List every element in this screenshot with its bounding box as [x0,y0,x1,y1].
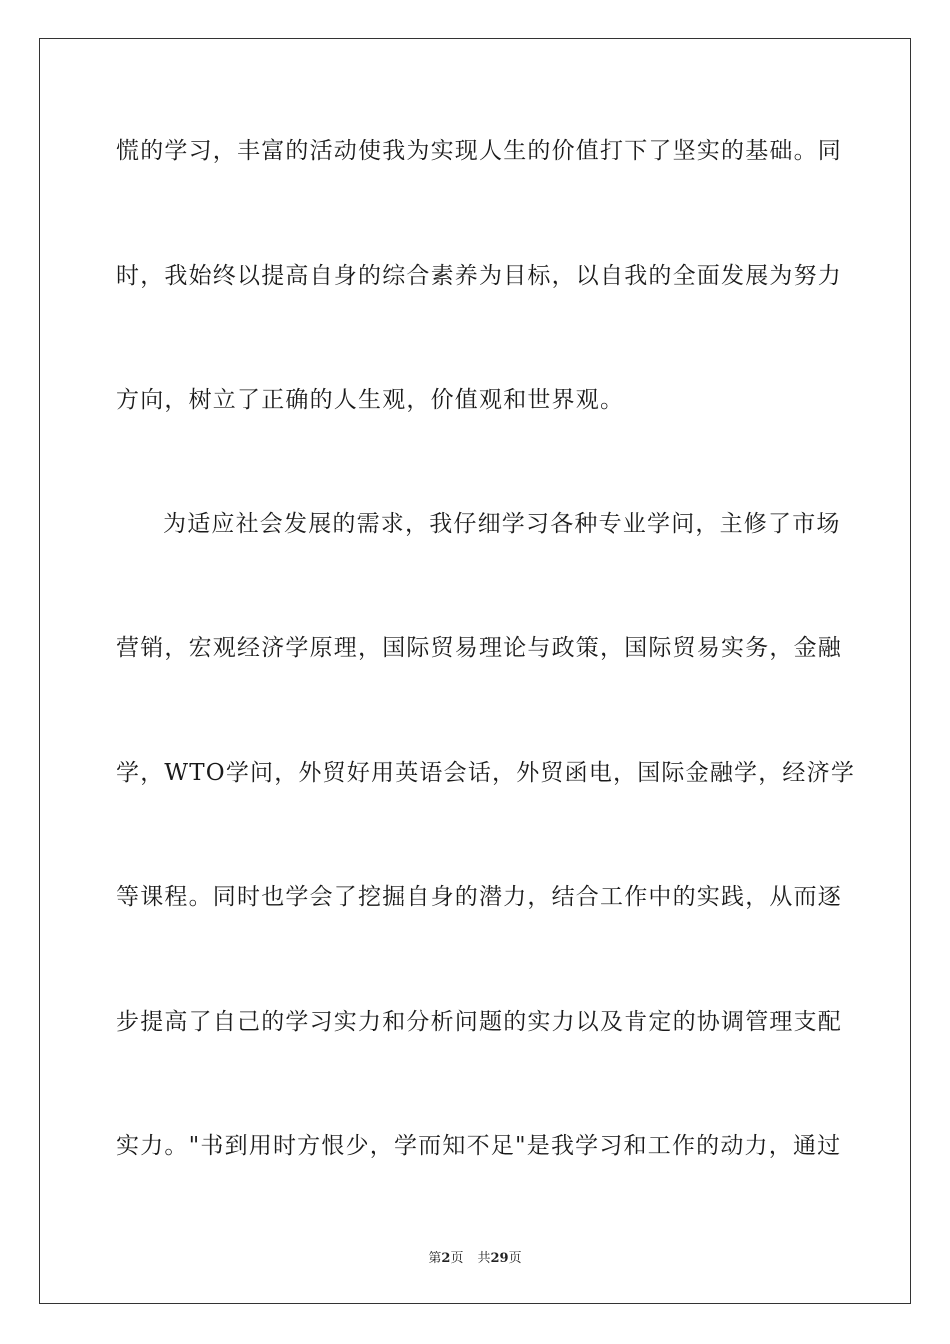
text-line: 等课程。同时也学会了挖掘自身的潜力，结合工作中的实践，从而逐 [116,884,842,910]
total-pages: 29 [490,1251,509,1266]
page-prefix: 第 [428,1251,442,1266]
text-line: 学，WTO学问，外贸好用英语会话，外贸函电，国际金融学，经济学 [116,760,856,786]
text-line: 营销，宏观经济学原理，国际贸易理论与政策，国际贸易实务，金融 [116,635,842,661]
page-footer [0,1247,950,1266]
page-border [39,38,911,1304]
text-line: 慌的学习，丰富的活动使我为实现人生的价值打下了坚实的基础。同 [116,138,842,164]
text-line: 步提高了自己的学习实力和分析问题的实力以及肯定的协调管理支配 [116,1009,842,1035]
page-number: 2 [441,1251,451,1266]
total-prefix: 共 [477,1251,491,1266]
text-line: 方向，树立了正确的人生观，价值观和世界观。 [116,387,625,413]
total-suffix: 页 [508,1251,522,1266]
paragraph-first-line: 为适应社会发展的需求，我仔细学习各种专业学问，主修了市场 [163,511,841,537]
page-suffix: 页 [450,1251,464,1266]
text-line: 实力。"书到用时方恨少，学而知不足"是我学习和工作的动力，通过 [116,1133,842,1159]
text-line: 时，我始终以提高自身的综合素养为目标，以自我的全面发展为努力 [116,263,842,289]
